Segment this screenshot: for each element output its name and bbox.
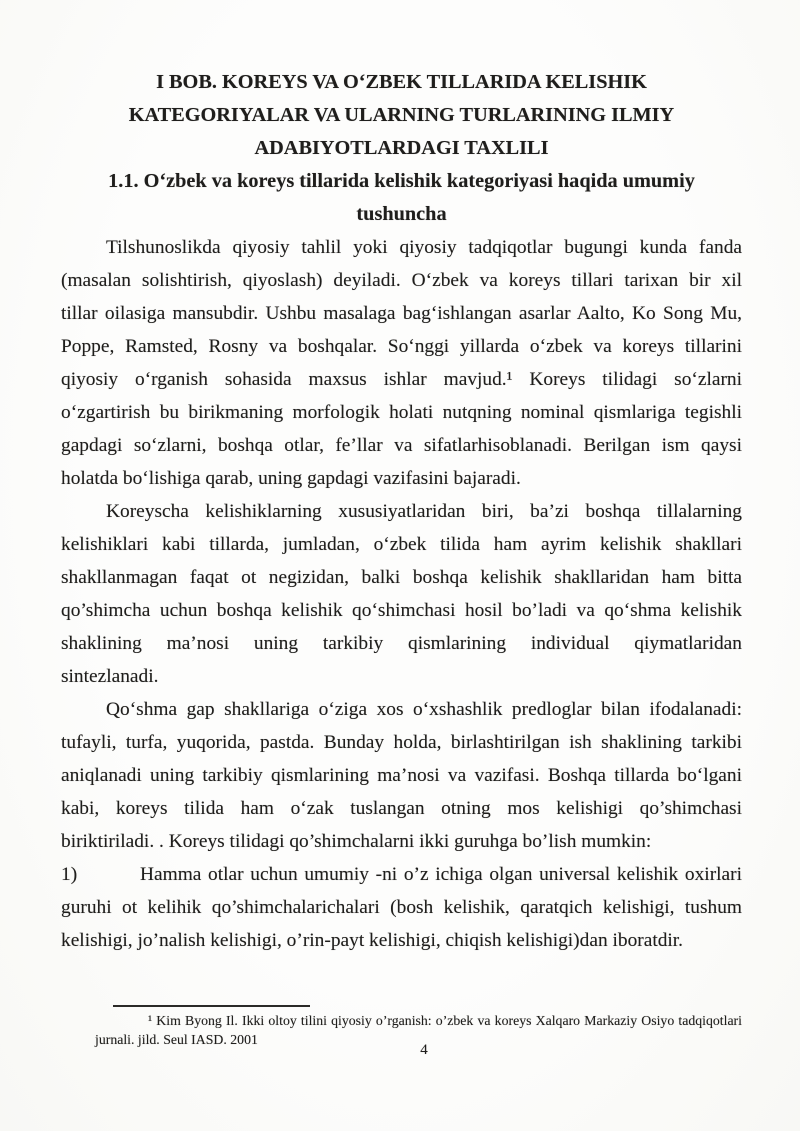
footnote-line: ¹ Kim Byong Il. Ikki oltoy tilini qiyosiy o’rganish: o’zbek va koreys Xalqaro Markaziy Osiyo tadqiqotlari: [148, 1013, 742, 1028]
body-line: kabi, koreys tilida ham o‘zak tuslangan otning mos kelishigi qo’shimchasi: [61, 798, 742, 819]
body-line: tufayli, turfa, yuqorida, pastda. Bunday holda, birlashtirilgan ish shaklining tarkibi: [61, 732, 742, 753]
body-line: qo’shimcha uchun boshqa kelishik qo‘shimchasi hosil bo’ladi va qo‘shma kelishik: [61, 600, 742, 621]
body-line: kelishigi, jo’nalish kelishigi, o’rin-payt kelishigi, chiqish kelishigi)dan iboratdir.: [61, 930, 684, 951]
body-line: gapdagi so‘zlarni, boshqa otlar, fe’llar va sifatlarhisoblanadi. Berilgan ism qaysi: [61, 435, 742, 456]
footnote-line: jurnali. jild. Seul IASD. 2001: [95, 1031, 258, 1047]
list-item-marker: 1): [61, 864, 78, 885]
list-item-text: Hamma otlar uchun umumiy -ni o’z ichiga olgan universal kelishik oxirlari: [140, 864, 742, 885]
body-line: [61, 858, 742, 891]
body-line: Koreyscha kelishiklarning xususiyatlaridan biri, ba’zi boshqa tillalarning: [106, 501, 742, 522]
chapter-title-line: KATEGORIYALAR VA ULARNING TURLARINING ILMIY: [128, 104, 675, 126]
body-line: guruhi ot kelihik qo’shimchalarichalari (bosh kelishik, qaratqich kelishigi, tushum: [61, 897, 742, 918]
page-number: 4: [420, 1042, 428, 1058]
chapter-title-line: ADABIYOTLARDAGI TAXLILI: [254, 137, 549, 159]
body-line: sintezlanadi.: [61, 666, 159, 687]
section-heading-line: tushuncha: [356, 203, 447, 225]
body-line: o‘zgartirish bu birikmaning morfologik holati nutqning nominal qismlariga tegishli: [61, 402, 742, 423]
text-block: [61, 66, 742, 957]
paragraph-3: [61, 693, 742, 858]
body-line: tillar oilasiga mansubdir. Ushbu masalaga bag‘ishlangan asarlar Aalto, Ko Song Mu,: [61, 303, 742, 324]
body-line: shaklining ma’nosi uning tarkibiy qismlarining individual qiymatlaridan: [61, 633, 742, 654]
body-line: aniqlanadi uning tarkibiy qismlarining ma’nosi va vazifasi. Boshqa tillarda bo‘lgani: [61, 765, 742, 786]
section-heading-line: 1.1. O‘zbek va koreys tillarida kelishik kategoriyasi haqida umumiy: [108, 170, 695, 192]
section-heading: [61, 165, 742, 231]
body-line: Tilshunoslikda qiyosiy tahlil yoki qiyosiy tadqiqotlar bugungi kunda fanda: [106, 237, 742, 258]
body-line: qiyosiy o‘rganish sohasida maxsus ishlar mavjud.¹ Koreys tilidagi so‘zlarni: [61, 369, 742, 390]
chapter-title: [61, 66, 742, 165]
body-line: biriktiriladi. . Koreys tilidagi qo’shimchalarni ikki guruhga bo’lish mumkin:: [61, 831, 652, 852]
paragraph-1: [61, 231, 742, 495]
footnote-separator: [113, 1005, 310, 1007]
body-line: holatda bo‘lishiga qarab, uning gapdagi vazifasini bajaradi.: [61, 468, 521, 489]
body-line: shakllanmagan faqat ot negizidan, balki boshqa kelishik shakllaridan ham bitta: [61, 567, 742, 588]
body-line: kelishiklari kabi tillarda, jumladan, o‘zbek tilida ham ayrim kelishik shakllari: [61, 534, 742, 555]
body-line: (masalan solishtirish, qiyoslash) deyiladi. O‘zbek va koreys tillari tarixan bir xil: [61, 270, 742, 291]
numbered-list-item: [61, 858, 742, 957]
body-line: Qo‘shma gap shakllariga o‘ziga xos o‘xshashlik predloglar bilan ifodalanadi:: [106, 699, 742, 720]
paragraph-2: [61, 495, 742, 693]
body-line: Poppe, Ramsted, Rosny va boshqalar. So‘nggi yillarda o‘zbek va koreys tillarini: [61, 336, 742, 357]
chapter-title-line: I BOB. KOREYS VA O‘ZBEK TILLARIDA KELISHIK: [156, 71, 647, 93]
